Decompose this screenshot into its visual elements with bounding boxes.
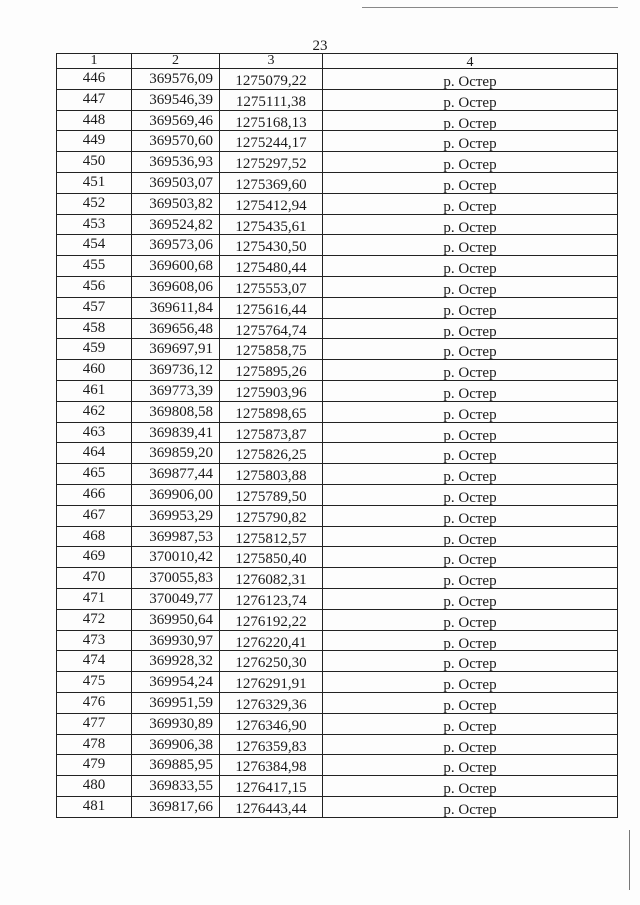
description-cell: р. Остер [443, 302, 497, 318]
table-row [57, 297, 617, 318]
table-row [57, 546, 617, 567]
description-cell: р. Остер [443, 281, 497, 297]
y-coordinate-cell: 1275898,65 [220, 402, 323, 422]
point-number-cell: 462 [57, 402, 132, 422]
x-coordinate-cell: 369877,44 [132, 464, 220, 484]
y-coordinate-cell: 1275858,75 [220, 339, 323, 359]
table-row [57, 713, 617, 734]
x-coordinate-cell: 369536,93 [132, 152, 220, 172]
point-number-cell: 452 [57, 194, 132, 214]
table-row [57, 68, 617, 89]
description-cell: р. Остер [443, 448, 497, 464]
y-coordinate-cell: 1276192,22 [220, 610, 323, 630]
point-number-cell: 451 [57, 173, 132, 193]
table-row [57, 609, 617, 630]
y-coordinate-cell: 1276123,74 [220, 589, 323, 609]
y-coordinate-cell: 1275369,60 [220, 173, 323, 193]
x-coordinate-cell: 369503,82 [132, 194, 220, 214]
x-coordinate-cell: 369524,82 [132, 215, 220, 235]
table-row [57, 796, 617, 817]
x-coordinate-cell: 369697,91 [132, 339, 220, 359]
point-number-cell: 450 [57, 152, 132, 172]
table-row [57, 630, 617, 651]
point-number-cell: 472 [57, 610, 132, 630]
x-coordinate-cell: 370049,77 [132, 589, 220, 609]
point-number-cell: 456 [57, 277, 132, 297]
table-row [57, 255, 617, 276]
y-coordinate-cell: 1275812,57 [220, 527, 323, 547]
column-header: 2 [132, 54, 220, 68]
point-number-cell: 477 [57, 714, 132, 734]
description-cell: р. Остер [443, 365, 497, 380]
x-coordinate-cell: 369839,41 [132, 423, 220, 443]
description-cell: р. Остер [443, 219, 497, 235]
point-number-cell: 468 [57, 527, 132, 547]
point-number-cell: 448 [57, 111, 132, 131]
description-cell: р. Остер [443, 469, 497, 484]
x-coordinate-cell: 369930,97 [132, 631, 220, 651]
y-coordinate-cell: 1276220,41 [220, 631, 323, 651]
x-coordinate-cell: 369808,58 [132, 402, 220, 422]
y-coordinate-cell: 1276250,30 [220, 651, 323, 671]
y-coordinate-cell: 1275430,50 [220, 235, 323, 255]
description-cell: р. Остер [443, 115, 497, 131]
x-coordinate-cell: 369656,48 [132, 319, 220, 339]
y-coordinate-cell: 1276346,90 [220, 714, 323, 734]
table-header-row [57, 53, 617, 68]
description-cell: р. Остер [443, 74, 497, 89]
x-coordinate-cell: 369906,38 [132, 735, 220, 755]
description-cell: р. Остер [443, 677, 497, 692]
x-coordinate-cell: 369503,07 [132, 173, 220, 193]
table-row [57, 754, 617, 775]
point-number-cell: 474 [57, 651, 132, 671]
point-number-cell: 457 [57, 298, 132, 318]
table-row [57, 110, 617, 131]
description-cell: р. Остер [443, 427, 497, 443]
point-number-cell: 460 [57, 360, 132, 380]
table-row [57, 567, 617, 588]
point-number-cell: 478 [57, 735, 132, 755]
y-coordinate-cell: 1275297,52 [220, 152, 323, 172]
description-cell: р. Остер [443, 781, 497, 796]
table-row [57, 151, 617, 172]
table-row [57, 775, 617, 796]
y-coordinate-cell: 1275079,22 [220, 69, 323, 89]
y-coordinate-cell: 1275553,07 [220, 277, 323, 297]
x-coordinate-cell: 369600,68 [132, 256, 220, 276]
description-cell: р. Остер [443, 240, 497, 256]
table-body [57, 68, 617, 817]
point-number-cell: 470 [57, 568, 132, 588]
table-row [57, 442, 617, 463]
table-row [57, 671, 617, 692]
y-coordinate-cell: 1276417,15 [220, 776, 323, 796]
column-header: 3 [220, 54, 323, 68]
description-cell: р. Остер [443, 94, 497, 110]
table-row [57, 484, 617, 505]
point-number-cell: 461 [57, 381, 132, 401]
point-number-cell: 479 [57, 755, 132, 775]
y-coordinate-cell: 1275903,96 [220, 381, 323, 401]
x-coordinate-cell: 369546,39 [132, 90, 220, 110]
description-cell: р. Остер [443, 261, 497, 276]
point-number-cell: 455 [57, 256, 132, 276]
x-coordinate-cell: 369608,06 [132, 277, 220, 297]
y-coordinate-cell: 1275826,25 [220, 443, 323, 463]
description-cell: р. Остер [443, 323, 497, 339]
table-row [57, 401, 617, 422]
description-cell: р. Остер [443, 385, 497, 401]
description-cell: р. Остер [443, 614, 497, 630]
point-number-cell: 480 [57, 776, 132, 796]
table-row [57, 422, 617, 443]
y-coordinate-cell: 1275412,94 [220, 194, 323, 214]
x-coordinate-cell: 369930,89 [132, 714, 220, 734]
description-cell: р. Остер [443, 801, 497, 817]
description-cell: р. Остер [443, 177, 497, 193]
table-row [57, 588, 617, 609]
x-coordinate-cell: 369906,00 [132, 485, 220, 505]
point-number-cell: 446 [57, 69, 132, 89]
table-row [57, 276, 617, 297]
x-coordinate-cell: 369817,66 [132, 797, 220, 817]
y-coordinate-cell: 1275790,82 [220, 506, 323, 526]
point-number-cell: 469 [57, 547, 132, 567]
table-row [57, 505, 617, 526]
point-number-cell: 458 [57, 319, 132, 339]
x-coordinate-cell: 369928,32 [132, 651, 220, 671]
x-coordinate-cell: 369885,95 [132, 755, 220, 775]
x-coordinate-cell: 370055,83 [132, 568, 220, 588]
table-row [57, 734, 617, 755]
table-row [57, 526, 617, 547]
y-coordinate-cell: 1275435,61 [220, 215, 323, 235]
column-header: 4 [466, 55, 474, 68]
table-row [57, 463, 617, 484]
y-coordinate-cell: 1276443,44 [220, 797, 323, 817]
y-coordinate-cell: 1275168,13 [220, 111, 323, 131]
description-cell: р. Остер [443, 760, 497, 776]
point-number-cell: 449 [57, 131, 132, 151]
point-number-cell: 473 [57, 631, 132, 651]
y-coordinate-cell: 1276291,91 [220, 672, 323, 692]
description-cell: р. Остер [443, 656, 497, 672]
y-coordinate-cell: 1276329,36 [220, 693, 323, 713]
y-coordinate-cell: 1276082,31 [220, 568, 323, 588]
y-coordinate-cell: 1275895,26 [220, 360, 323, 380]
y-coordinate-cell: 1275244,17 [220, 131, 323, 151]
point-number-cell: 465 [57, 464, 132, 484]
point-number-cell: 475 [57, 672, 132, 692]
y-coordinate-cell: 1276384,98 [220, 755, 323, 775]
point-number-cell: 459 [57, 339, 132, 359]
x-coordinate-cell: 369576,09 [132, 69, 220, 89]
table-row [57, 380, 617, 401]
table-row [57, 172, 617, 193]
x-coordinate-cell: 369954,24 [132, 672, 220, 692]
column-header: 1 [57, 54, 132, 68]
y-coordinate-cell: 1275616,44 [220, 298, 323, 318]
x-coordinate-cell: 369773,39 [132, 381, 220, 401]
y-coordinate-cell: 1275480,44 [220, 256, 323, 276]
x-coordinate-cell: 369951,59 [132, 693, 220, 713]
description-cell: р. Остер [443, 489, 497, 505]
y-coordinate-cell: 1275803,88 [220, 464, 323, 484]
table-row [57, 130, 617, 151]
x-coordinate-cell: 369859,20 [132, 443, 220, 463]
description-cell: р. Остер [443, 635, 497, 651]
description-cell: р. Остер [443, 157, 497, 172]
x-coordinate-cell: 369569,46 [132, 111, 220, 131]
point-number-cell: 454 [57, 235, 132, 255]
point-number-cell: 467 [57, 506, 132, 526]
y-coordinate-cell: 1275789,50 [220, 485, 323, 505]
y-coordinate-cell: 1275111,38 [220, 90, 323, 110]
point-number-cell: 481 [57, 797, 132, 817]
description-cell: р. Остер [443, 198, 497, 214]
x-coordinate-cell: 369573,06 [132, 235, 220, 255]
x-coordinate-cell: 369736,12 [132, 360, 220, 380]
table-row [57, 214, 617, 235]
description-cell: р. Остер [443, 510, 497, 526]
table-row [57, 650, 617, 671]
y-coordinate-cell: 1276359,83 [220, 735, 323, 755]
description-cell: р. Остер [443, 531, 497, 547]
point-number-cell: 463 [57, 423, 132, 443]
x-coordinate-cell: 369987,53 [132, 527, 220, 547]
x-coordinate-cell: 369833,55 [132, 776, 220, 796]
table-row [57, 193, 617, 214]
point-number-cell: 476 [57, 693, 132, 713]
coordinates-table [56, 53, 618, 818]
description-cell: р. Остер [443, 718, 497, 734]
table-row [57, 359, 617, 380]
x-coordinate-cell: 369611,84 [132, 298, 220, 318]
description-cell: р. Остер [443, 344, 497, 360]
description-cell: р. Остер [443, 593, 497, 609]
point-number-cell: 464 [57, 443, 132, 463]
table-row [57, 338, 617, 359]
point-number-cell: 466 [57, 485, 132, 505]
y-coordinate-cell: 1275764,74 [220, 319, 323, 339]
scan-edge-right [629, 830, 630, 890]
description-cell: р. Остер [443, 739, 497, 755]
page-number: 23 [312, 38, 328, 54]
description-cell: р. Остер [443, 697, 497, 713]
y-coordinate-cell: 1275873,87 [220, 423, 323, 443]
table-row [57, 318, 617, 339]
table-row [57, 692, 617, 713]
description-cell: р. Остер [443, 573, 497, 588]
point-number-cell: 453 [57, 215, 132, 235]
y-coordinate-cell: 1275850,40 [220, 547, 323, 567]
description-cell: р. Остер [443, 406, 497, 422]
table-row [57, 234, 617, 255]
x-coordinate-cell: 369950,64 [132, 610, 220, 630]
x-coordinate-cell: 369953,29 [132, 506, 220, 526]
table-row [57, 89, 617, 110]
point-number-cell: 447 [57, 90, 132, 110]
scan-edge-top [362, 7, 618, 8]
point-number-cell: 471 [57, 589, 132, 609]
x-coordinate-cell: 370010,42 [132, 547, 220, 567]
description-cell: р. Остер [443, 552, 497, 568]
x-coordinate-cell: 369570,60 [132, 131, 220, 151]
description-cell: р. Остер [443, 136, 497, 152]
